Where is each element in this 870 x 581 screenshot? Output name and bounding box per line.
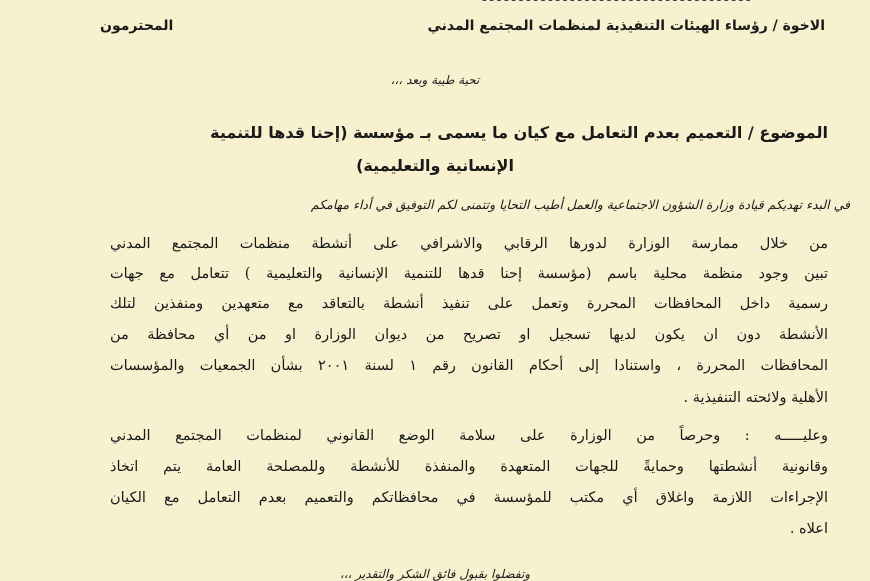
paragraph-line: من خلال ممارسة الوزارة لدورها الرقابي والاشرافي على أنشطة منظمات المجتمع المدني <box>110 236 828 252</box>
paragraph-line: وقانونية أنشطتها وحمايةً للجهات المتعهدة والمنفذة للأنشطة وللمصلحة العامة يتم اتخاذ <box>110 459 828 475</box>
paragraph-line: تبين وجود منظمة محلية باسم (مؤسسة إحنا قدها للتنمية الإنسانية والتعليمية ) تتعامل مع جهات <box>110 266 828 282</box>
paragraph-line: الأنشطة دون ان يكون لديها تسجيل او تصريح من ديوان الوزارة او من أي محافظة من <box>110 327 828 343</box>
paragraph-line: اعلاه . <box>789 521 828 537</box>
paragraph-line: رسمية داخل المحافظات المحررة وتعمل على تنفيذ أنشطة بالتعاقد مع متعهدين ومنفذين لتلك <box>110 296 828 312</box>
cut-header-line <box>110 0 750 4</box>
addressee-line: الاخوة / رؤساء الهيئات التنفيذية لمنظمات المجتمع المدني <box>427 18 825 34</box>
subject-line-1: الموضوع / التعميم بعدم التعامل مع كيان ما يسمى بـ مؤسسة (إحنا قدها للتنمية <box>210 123 828 142</box>
greeting-line: تحية طيبة وبعد ،،، <box>390 73 480 87</box>
subject-line-2: الإنسانية والتعليمية) <box>356 156 514 175</box>
paragraph-line: الأهلية ولائحته التنفيذية . <box>683 390 828 406</box>
paragraph-line: المحافظات المحررة ، واستنادا إلى أحكام القانون رقم ١ لسنة ٢٠٠١ بشأن الجمعيات والمؤسسات <box>110 358 828 374</box>
closing-line: وتفضلوا بقبول فائق الشكر والتقدير ،،، <box>339 567 531 581</box>
paragraph-line: الإجراءات اللازمة واغلاق أي مكتب للمؤسسة في محافظاتكم والتعميم بعدم التعامل مع الكيان <box>110 490 828 506</box>
paragraph-line: وعليـــــه : وحرصاً من الوزارة على سلامة الوضع القانوني لمنظمات المجتمع المدني <box>110 428 828 444</box>
respected-label: المحترمون <box>100 18 174 34</box>
opening-line: في البدء تهديكم قيادة وزارة الشؤون الاجتماعية والعمل أطيب التحايا وتتمنى لكم التوفيق في أداء مهامكم <box>310 197 850 212</box>
